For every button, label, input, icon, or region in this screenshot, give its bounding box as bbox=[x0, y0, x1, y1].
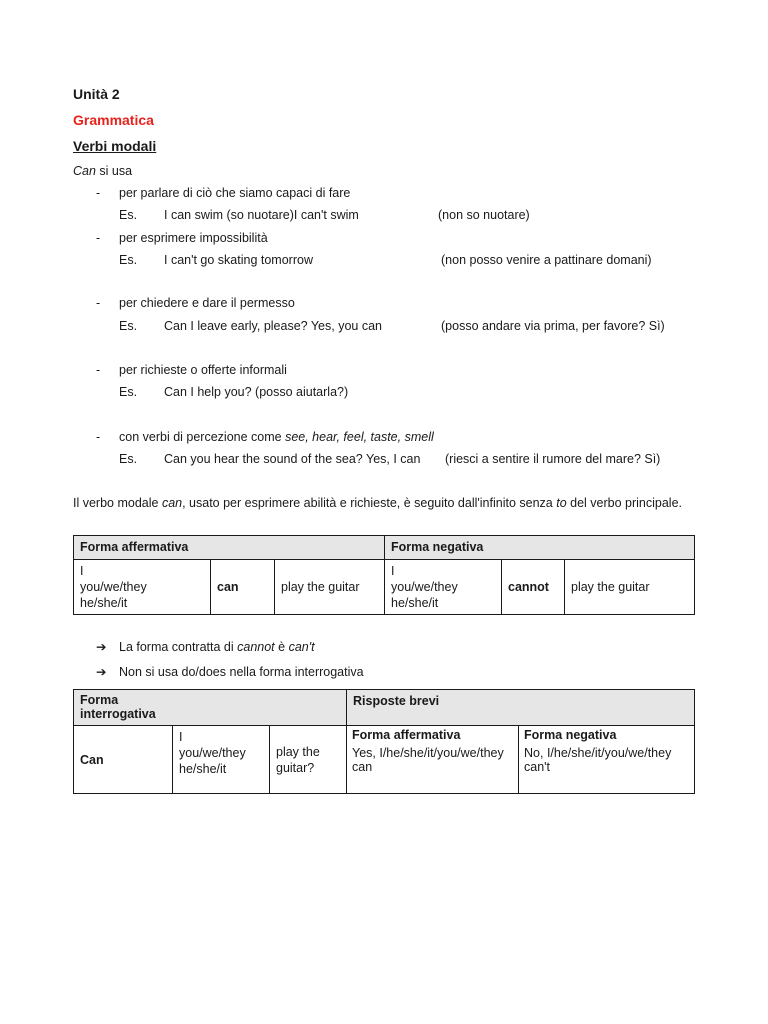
use-text-plain: con verbi di percezione come bbox=[119, 430, 286, 444]
subject: he/she/it bbox=[391, 596, 439, 610]
section-title: Grammatica bbox=[73, 112, 154, 128]
modal-can: can bbox=[211, 560, 275, 615]
rule-text-1: Il verbo modale bbox=[73, 496, 162, 510]
verb-cell: play the guitar? bbox=[270, 726, 347, 794]
unit-title: Unità 2 bbox=[73, 86, 120, 102]
intro-em: Can bbox=[73, 164, 96, 178]
subjects-cell bbox=[173, 726, 270, 794]
example-label: Es. bbox=[119, 319, 138, 333]
note-em-cant: can't bbox=[288, 640, 315, 654]
note-text-mid: è bbox=[274, 640, 289, 654]
example-label: Es. bbox=[119, 452, 138, 466]
subject: I bbox=[391, 564, 395, 578]
example-text: I can't go skating tomorrow bbox=[164, 253, 313, 267]
header-affirmative: Forma affermativa bbox=[74, 536, 385, 560]
example-translation: (non posso venire a pattinare domani) bbox=[441, 253, 652, 267]
use-text bbox=[119, 429, 434, 445]
bullet-marker: - bbox=[96, 231, 101, 245]
interrogative-table bbox=[73, 689, 695, 794]
example-text: Can I help you? (posso aiutarla?) bbox=[164, 385, 349, 399]
rule-em-can: can bbox=[161, 496, 183, 510]
subject: I bbox=[179, 730, 183, 744]
modal-can: Can bbox=[74, 726, 173, 794]
note-text: La forma contratta di bbox=[119, 640, 238, 654]
subject: you/we/they bbox=[391, 580, 458, 594]
example-text: Can I leave early, please? Yes, you can bbox=[164, 319, 382, 333]
example-label: Es. bbox=[119, 385, 138, 399]
example-text: Can you hear the sound of the sea? Yes, I can bbox=[164, 452, 421, 466]
rule-em-to: to bbox=[556, 496, 567, 510]
answer-header: Forma negativa bbox=[524, 728, 617, 742]
intro-line bbox=[73, 163, 132, 179]
subject: you/we/they bbox=[80, 580, 147, 594]
use-text-em: see, hear, feel, taste, smell bbox=[285, 430, 434, 444]
subjects-cell bbox=[74, 560, 211, 615]
bullet-marker: - bbox=[96, 296, 101, 310]
use-text: per richieste o offerte informali bbox=[119, 363, 287, 377]
rule-text-2: , usato per esprimere abilità e richieste, è seguito dall'infinito senza bbox=[182, 496, 557, 510]
answer-text: No, I/he/she/it/you/we/they can't bbox=[524, 745, 672, 774]
rule-text-3: del verbo principale. bbox=[566, 496, 683, 510]
modal-cannot: cannot bbox=[502, 560, 565, 615]
example-translation: (riesci a sentire il rumore del mare? Sì) bbox=[445, 452, 661, 466]
use-text: per chiedere e dare il permesso bbox=[119, 296, 295, 310]
subject: he/she/it bbox=[179, 762, 227, 776]
affirmative-negative-table bbox=[73, 535, 695, 615]
example-label: Es. bbox=[119, 208, 138, 222]
answer-text: Yes, I/he/she/it/you/we/they can bbox=[352, 745, 504, 774]
bullet-marker: - bbox=[96, 363, 101, 377]
header-interrogative: Forma interrogativa bbox=[74, 690, 347, 726]
note-em-cannot: cannot bbox=[237, 640, 275, 654]
header-short-answers: Risposte brevi bbox=[347, 690, 695, 726]
bullet-marker: - bbox=[96, 430, 101, 444]
note-interrogative: Non si usa do/does nella forma interrogativa bbox=[119, 665, 364, 679]
verb-cell: play the guitar bbox=[565, 560, 695, 615]
arrow-icon: ➔ bbox=[96, 640, 107, 654]
subject: I bbox=[80, 564, 84, 578]
affirmative-answer-cell bbox=[347, 726, 519, 794]
bullet-marker: - bbox=[96, 186, 101, 200]
use-text: per parlare di ciò che siamo capaci di fare bbox=[119, 186, 351, 200]
example-label: Es. bbox=[119, 253, 138, 267]
intro-rest: si usa bbox=[95, 164, 133, 178]
example-translation: (posso andare via prima, per favore? Sì) bbox=[441, 319, 665, 333]
arrow-icon: ➔ bbox=[96, 665, 107, 679]
example-translation: (non so nuotare) bbox=[438, 208, 530, 222]
header-negative: Forma negativa bbox=[385, 536, 695, 560]
use-text: per esprimere impossibilità bbox=[119, 231, 268, 245]
rule-paragraph bbox=[73, 496, 703, 511]
subsection-title: Verbi modali bbox=[73, 138, 157, 154]
subject: you/we/they bbox=[179, 746, 246, 760]
answer-header: Forma affermativa bbox=[352, 728, 461, 742]
subject: he/she/it bbox=[80, 596, 128, 610]
example-text: I can swim (so nuotare)I can't swim bbox=[164, 208, 359, 222]
subjects-cell bbox=[385, 560, 502, 615]
verb-cell: play the guitar bbox=[275, 560, 385, 615]
negative-answer-cell bbox=[519, 726, 695, 794]
note-contraction bbox=[119, 639, 315, 655]
